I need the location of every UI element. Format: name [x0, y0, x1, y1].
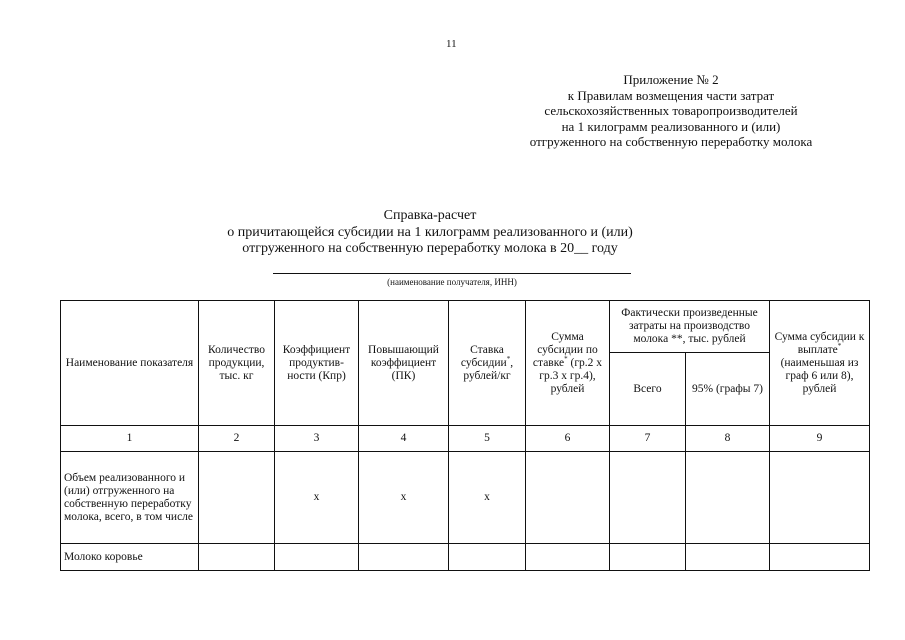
title-line: отгруженного на собственную переработку молока в 20__ году — [242, 241, 618, 256]
footnote-mark: * — [564, 354, 568, 363]
header-subsidy-by-rate: Сумма субсидии по ставке* (гр.2 х гр.3 х гр.4), рублей — [526, 301, 610, 426]
table-cell — [275, 544, 359, 571]
appendix-line: Приложение № 2 — [623, 72, 719, 87]
footnote-mark: * — [506, 354, 511, 363]
header-actual-costs: Фактически произведенные затраты на производство молока **, тыс. рублей — [610, 301, 770, 353]
appendix-heading — [500, 72, 842, 150]
header-quantity: Количество продукции, тыс. кг — [199, 301, 275, 426]
row-label: Объем реализованного и (или) отгруженного на собственную переработку молока, всего, в том числе — [61, 452, 199, 544]
header-95-percent: 95% (графы 7) — [686, 353, 770, 426]
table-cell: х — [449, 452, 526, 544]
header-row — [61, 301, 870, 353]
row-label: Молоко коровье — [61, 544, 199, 571]
column-number: 2 — [199, 426, 275, 452]
appendix-line: сельскохозяйственных товаропроизводителей — [544, 103, 798, 118]
recipient-underline — [273, 273, 631, 274]
header-indicator-name: Наименование показателя — [61, 301, 199, 426]
table-cell — [199, 544, 275, 571]
appendix-line: к Правилам возмещения части затрат — [567, 87, 775, 103]
table-cell — [359, 544, 449, 571]
calculation-table — [60, 300, 870, 571]
document-title — [190, 208, 670, 258]
title-line: Справка-расчет — [383, 208, 477, 223]
title-line: о причитающейся субсидии на 1 килограмм реализованного и (или) — [227, 224, 633, 240]
table-cell — [686, 544, 770, 571]
table-cell — [610, 544, 686, 571]
appendix-line: отгруженного на собственную переработку молока — [529, 134, 813, 149]
column-number: 1 — [61, 426, 199, 452]
column-number: 3 — [275, 426, 359, 452]
table-row — [61, 544, 870, 571]
table-cell — [526, 544, 610, 571]
column-number: 8 — [686, 426, 770, 452]
page-number: 11 — [446, 38, 457, 50]
column-number: 7 — [610, 426, 686, 452]
table-cell: х — [275, 452, 359, 544]
header-subsidy-rate: Ставка субсидии*, рублей/кг — [449, 301, 526, 426]
table-row — [61, 452, 870, 544]
column-number: 9 — [770, 426, 870, 452]
column-number: 6 — [526, 426, 610, 452]
table-cell — [526, 452, 610, 544]
table-cell — [610, 452, 686, 544]
recipient-caption: (наименование получателя, ИНН) — [387, 277, 517, 287]
table-cell — [686, 452, 770, 544]
appendix-line: на 1 килограмм реализованного и (или) — [561, 118, 781, 134]
header-total: Всего — [610, 353, 686, 426]
header-increasing-coef: Повышающий коэффициент (ПК) — [359, 301, 449, 426]
table-cell — [770, 544, 870, 571]
column-number: 4 — [359, 426, 449, 452]
column-numbers-row — [61, 426, 870, 452]
table-cell — [770, 452, 870, 544]
column-number: 5 — [449, 426, 526, 452]
table-cell: х — [359, 452, 449, 544]
footnote-mark: * — [837, 341, 842, 350]
header-productivity-coef: Коэффициент продуктив-ности (Кпр) — [275, 301, 359, 426]
table-cell — [199, 452, 275, 544]
header-subsidy-payable: Сумма субсидии к выплате* (наименьшая из граф 6 или 8), рублей — [770, 301, 870, 426]
table-cell — [449, 544, 526, 571]
